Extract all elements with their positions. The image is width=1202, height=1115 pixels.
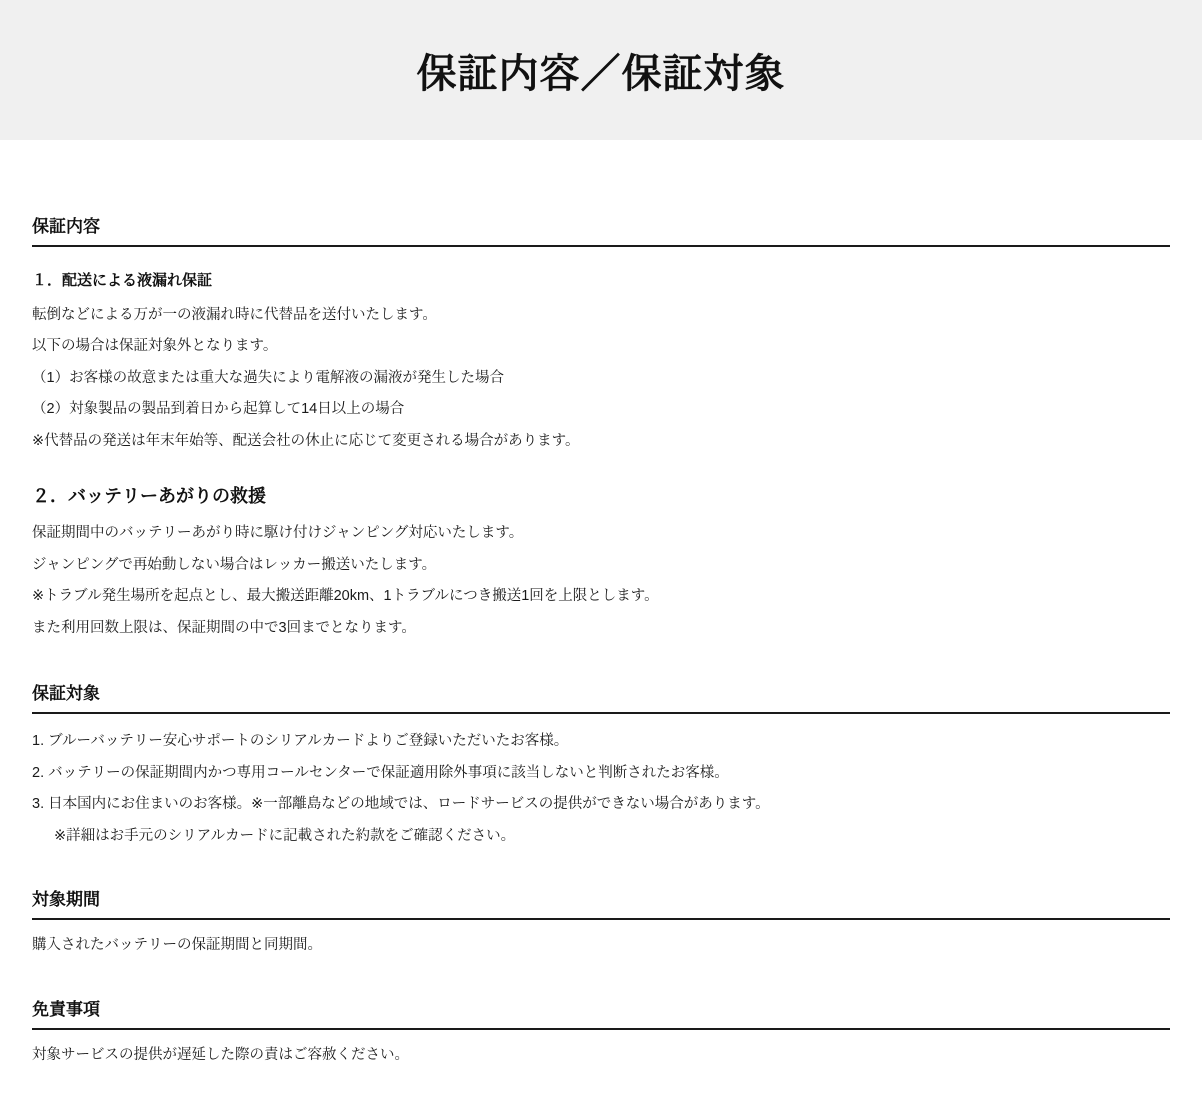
- section-warranty-details: [32, 212, 1170, 639]
- list-item: 3. 日本国内にお住まいのお客様。※一部離島などの地域では、ロードサービスの提供ができない場合があります。: [32, 796, 770, 813]
- document-content: [0, 212, 1202, 1115]
- text-line: 保証期間中のバッテリーあがり時に駆け付けジャンピング対応いたします。: [32, 525, 524, 542]
- text-line: 対象サービスの提供が遅延した際の責はご容赦ください。: [32, 1046, 409, 1063]
- paragraph-leak-warranty: [32, 304, 1170, 452]
- list-item: 1. ブルーバッテリー安心サポートのシリアルカードよりご登録いただいたお客様。: [32, 733, 569, 750]
- section-warranty-eligibility: [32, 679, 1170, 847]
- text-line: 以下の場合は保証対象外となります。: [32, 338, 278, 355]
- text-line: ※代替品の発送は年末年始等、配送会社の休止に応じて変更される場合があります。: [32, 432, 580, 449]
- text-line: また利用回数上限は、保証期間の中で3回までとなります。: [32, 619, 416, 636]
- text-line: ※トラブル発生場所を起点とし、最大搬送距離20km、1トラブルにつき搬送1回を上限とします。: [32, 588, 659, 605]
- page-title: 保証内容／保証対象: [416, 51, 786, 96]
- list-note: ※詳細はお手元のシリアルカードに記載された約款をご確認ください。: [54, 827, 516, 844]
- paragraph-disclaimer: [32, 1044, 1170, 1066]
- text-line: （1）お客様の故意または重大な過失により電解液の漏液が発生した場合: [32, 369, 505, 386]
- section-heading-disclaimer: 免責事項: [32, 995, 1170, 1030]
- list-item: 2. バッテリーの保証期間内かつ専用コールセンターで保証適用除外事項に該当しないと判断されたお客様。: [32, 764, 729, 781]
- section-heading-coverage-period: 対象期間: [32, 885, 1170, 920]
- page-header-banner: [0, 0, 1202, 140]
- subheading-leak-warranty: １．配送による液漏れ保証: [32, 272, 213, 289]
- section-heading-warranty-details: 保証内容: [32, 212, 1170, 247]
- text-line: 購入されたバッテリーの保証期間と同期間。: [32, 937, 322, 954]
- section-disclaimer: [32, 995, 1170, 1066]
- text-line: 転倒などによる万が一の液漏れ時に代替品を送付いたします。: [32, 307, 437, 323]
- bottom-spacer: [32, 1075, 1170, 1115]
- paragraph-coverage-period: [32, 934, 1170, 956]
- paragraph-battery-rescue: [32, 522, 1170, 639]
- list-warranty-eligibility: [32, 730, 1170, 847]
- section-heading-warranty-eligibility: 保証対象: [32, 679, 1170, 714]
- text-line: （2）対象製品の製品到着日から起算して14日以上の場合: [32, 401, 405, 418]
- text-line: ジャンピングで再始動しない場合はレッカー搬送いたします。: [32, 556, 437, 573]
- subheading-battery-rescue: ２．バッテリーあがりの救援: [32, 486, 266, 507]
- section-coverage-period: [32, 885, 1170, 956]
